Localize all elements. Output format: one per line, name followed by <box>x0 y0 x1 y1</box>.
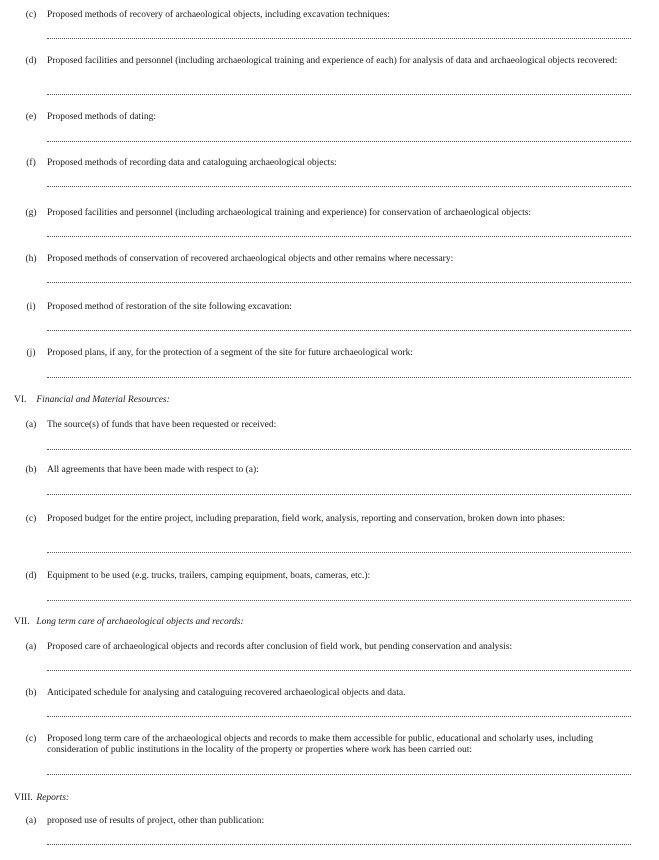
answer-line[interactable] <box>47 330 631 331</box>
section-title: Reports: <box>36 793 70 803</box>
item-question: Proposed care of archaeological objects and records after conclusion of field work, but pending conservation and analysis: <box>47 642 513 652</box>
section-number: VI. <box>14 395 27 405</box>
item-letter: (d) <box>25 56 37 66</box>
item-letter: (a) <box>25 420 37 430</box>
item-question: Proposed facilities and personnel (including archaeological training and experience) for conservation of archaeological objects: <box>47 208 532 218</box>
answer-line[interactable] <box>47 282 631 283</box>
item-letter: (b) <box>25 465 37 475</box>
item-question: The source(s) of funds that have been requested or received: <box>47 420 277 430</box>
item-question: Proposed budget for the entire project, including preparation, field work, analysis, reporting and conservation, broken down into phases: <box>47 514 566 524</box>
answer-line[interactable] <box>47 38 631 39</box>
item-question: Anticipated schedule for analysing and cataloguing recovered archaeological objects and data. <box>47 688 406 698</box>
item-question: Proposed methods of dating: <box>47 112 156 122</box>
item-letter: (d) <box>25 571 37 581</box>
item-question: Proposed methods of recording data and cataloguing archaeological objects: <box>47 158 337 168</box>
item-letter: (e) <box>25 112 37 122</box>
answer-line[interactable] <box>47 186 631 187</box>
answer-line[interactable] <box>47 94 631 95</box>
answer-line[interactable] <box>47 716 631 717</box>
item-letter: (h) <box>25 254 37 264</box>
answer-line[interactable] <box>47 141 631 142</box>
item-question: proposed use of results of project, other than publication: <box>47 816 265 826</box>
item-question: Equipment to be used (e.g. trucks, trailers, camping equipment, boats, cameras, etc.): <box>47 571 371 581</box>
answer-line[interactable] <box>47 449 631 450</box>
section-title: Financial and Material Resources: <box>36 395 170 405</box>
answer-line[interactable] <box>47 774 631 775</box>
item-letter: (j) <box>26 348 36 358</box>
item-question: Proposed long term care of the archaeological objects and records to make them accessible for public, educational and scholarly uses, including consideration of public institutions in the locality of the property or properties where work has been carried out: <box>47 734 594 755</box>
item-letter: (c) <box>25 734 37 744</box>
item-letter: (f) <box>26 158 36 168</box>
item-letter: (g) <box>25 208 37 218</box>
section-heading-vii <box>14 617 244 628</box>
answer-line[interactable] <box>47 552 631 553</box>
answer-line[interactable] <box>47 377 631 378</box>
item-letter: (b) <box>25 688 37 698</box>
section-number: VIII. <box>14 793 33 803</box>
item-letter: (c) <box>25 514 37 524</box>
answer-line[interactable] <box>47 494 631 495</box>
item-question: Proposed methods of conservation of recovered archaeological objects and other remains where necessary: <box>47 254 454 264</box>
section-number: VII. <box>14 617 30 627</box>
item-letter: (i) <box>26 302 36 312</box>
answer-line[interactable] <box>47 600 631 601</box>
item-letter: (a) <box>25 642 37 652</box>
section-heading-vi <box>14 395 170 406</box>
answer-line[interactable] <box>47 670 631 671</box>
section-heading-viii <box>14 793 69 804</box>
item-letter: (a) <box>25 816 37 826</box>
item-question: All agreements that have been made with respect to (a): <box>47 465 259 475</box>
item-question: Proposed method of restoration of the site following excavation: <box>47 302 292 312</box>
item-question: Proposed plans, if any, for the protection of a segment of the site for future archaeological work: <box>47 348 414 358</box>
item-letter: (c) <box>25 10 37 20</box>
answer-line[interactable] <box>47 844 631 845</box>
item-question: Proposed facilities and personnel (including archaeological training and experience of each) for analysis of data and archaeological objects recovered: <box>47 56 618 66</box>
item-question: Proposed methods of recovery of archaeological objects, including excavation techniques: <box>47 10 390 20</box>
answer-line[interactable] <box>47 236 631 237</box>
section-title: Long term care of archaeological objects and records: <box>36 617 244 627</box>
